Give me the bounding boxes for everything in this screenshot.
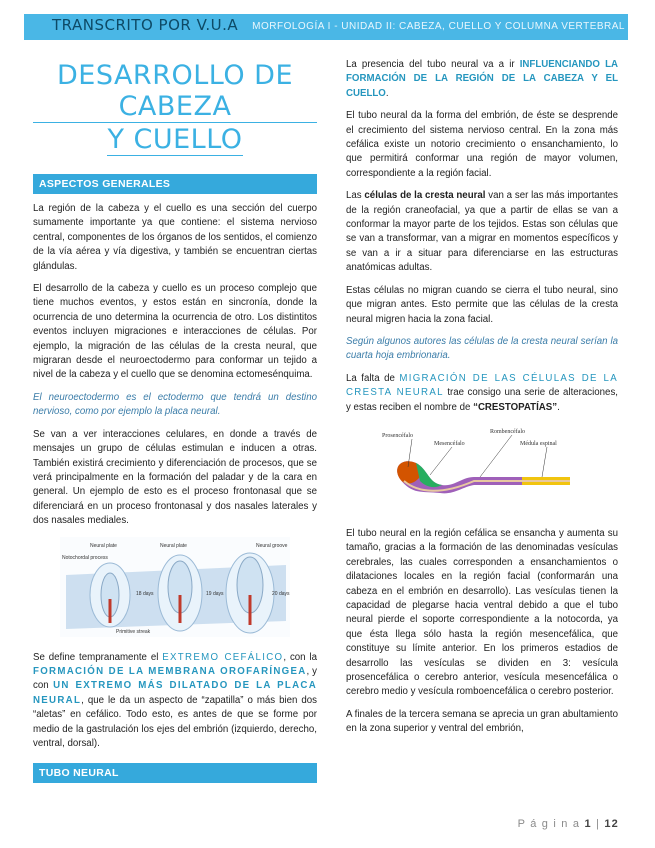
highlight: INFLUENCIANDO LA FORMACIÓN DE LA REGIÓN DE LA CABEZA Y EL CUELLO xyxy=(346,59,618,99)
paragraph: El tubo neural da la forma del embrión, de éste se desprende el crecimiento del sistema nervioso central. En la zona más cefálica existe un notorio crecimiento o ensanchamiento, lo que permitirá conformar una región de mayor volumen, correspondiente a la región facial. xyxy=(346,110,618,179)
paragraph: Se van a ver interacciones celulares, en donde a través de mensajes un grupo de células estimulan e inducen a otras. También existirá crecimiento y diferenciación de procesos, que se verá principalmente en la formación del paladar y de la cara en general. Un ejemplo de esto es el proceso frontonasal que se diferenciará en un proceso frontonasal y dos nasales laterales y dos nasales mediales. xyxy=(33,428,317,527)
fig2-label: Médula espinal xyxy=(520,440,557,447)
brain-vesicles-figure xyxy=(382,423,582,513)
header-course: MORFOLOGÍA I - UNIDAD II: CABEZA, CUELLO Y COLUMNA VERTEBRAL xyxy=(252,21,625,32)
fig1-label: 20 days xyxy=(272,590,290,597)
paragraph xyxy=(346,189,618,275)
paragraph: El tubo neural en la región cefálica se ensancha y aumenta su tamaño, gracias a la formación de las denominadas vesículas cerebrales, las cuales corresponden a ensanchamientos o dilataciones locales en la región facial (conformarán una cabeza en el embrión en desarrollo). Las vesículas tienen la capacidad de plegarse hacia ventral debido a que el tubo neural pierde el soporte correspondiente a la notocorda, ya que ésta llega sólo hasta la región mesencefálica, que constituye su límite anterior. En los primeros estadios de desarrollo las vesículas se dividen en 3: vesícula prosencefálica o cerebro anterior, vesícula mesencefálica o cerebro medio y vesícula romboencefálica o cerebro posterior. xyxy=(346,527,618,698)
fig1-label: Notochordal process xyxy=(62,554,108,561)
paragraph xyxy=(33,651,317,752)
page-footer xyxy=(518,818,619,830)
header-author: TRANSCRITO POR V.U.A xyxy=(52,16,239,34)
text-run: La falta de xyxy=(346,372,400,384)
paragraph: Estas células no migran cuando se cierra el tubo neural, sino que migran antes. Esto permite que las células de la cresta neural migren hacia la zona facial. xyxy=(346,284,618,325)
note-italic: Según algunos autores las células de la cresta neural serían la cuarta hoja embrionaria. xyxy=(346,335,618,362)
text-run: trae consigo una serie de alteraciones, y estas reciben el nombre de xyxy=(346,387,618,413)
paragraph xyxy=(346,58,618,101)
footer-label: P á g i n a xyxy=(517,818,581,830)
fig1-label: 18 days xyxy=(136,590,154,597)
fig1-label: 19 days xyxy=(206,590,224,597)
text-run: , que le da un aspecto de “zapatilla” o más bien dos “aletas” en cefálico. Todo esto, es antes de que se forme por medio de la gastrulación los ejes del embrión (izquierdo, derecho, ventral, dorsal). xyxy=(33,694,317,749)
title-line-1: DESARROLLO DE CABEZA xyxy=(33,60,317,123)
highlight: MIGRACIÓN DE LAS CÉLULAS DE LA CRESTA NEURAL xyxy=(346,372,618,399)
text-run: La presencia del tubo neural va a ir xyxy=(346,59,520,70)
embryo-neural-plate-figure xyxy=(60,537,290,637)
right-column xyxy=(346,58,618,745)
fig1-label: Neural plate xyxy=(90,542,117,549)
text-run: . xyxy=(385,87,389,99)
bold-term: “CRESTOPATÍAS” xyxy=(473,401,558,413)
footer-total: 12 xyxy=(604,818,619,830)
paragraph xyxy=(346,372,618,415)
section-heading-generales: ASPECTOS GENERALES xyxy=(33,174,317,194)
footer-page: 1 xyxy=(584,818,592,830)
footer-separator: | xyxy=(591,818,605,830)
fig2-label: Rombencéfalo xyxy=(490,428,525,435)
highlight: EXTREMO CEFÁLICO xyxy=(162,651,284,663)
section-heading-tubo-neural: TUBO NEURAL xyxy=(33,763,317,783)
fig2-label: Mesencéfalo xyxy=(434,440,465,447)
text-run: , con la xyxy=(283,651,318,663)
text-run: Se define tempranamente el xyxy=(33,651,163,663)
left-column xyxy=(33,58,317,791)
fig1-label: Neural groove xyxy=(256,542,288,549)
text-run: . xyxy=(557,401,560,413)
paragraph: El desarrollo de la cabeza y cuello es un proceso complejo que tiene muchos eventos, y estos están en sincronía, donde la ocurrencia de uno determina la ocurrencia de otro. Los distintitos eventos incluyen migraciones e interacciones de células. Por ejemplo, la migración de las células de la cresta neural, que migraran desde el neuroectodermo para conformar un tejido a nivel de la cabeza y el cuello que se denomina ectomesénquima. xyxy=(33,283,317,381)
fig1-label: Neural plate xyxy=(160,542,187,549)
text-run: van a ser las más importantes de la región craneofacial, ya que a partir de ellas se van a conformar la mayor parte de los tejidos. Estas son células que se van a transformar, van a migrar en momentos específicos y se van a ir a situar para diferenciarse en las estructuras anatómicas adultas. xyxy=(346,190,619,274)
text-run: Las xyxy=(346,190,365,202)
highlight: FORMACIÓN DE LA MEMBRANA OROFARÍNGEA xyxy=(33,665,307,677)
fig2-label: Prosencéfalo xyxy=(382,432,413,439)
paragraph: A finales de la tercera semana se aprecia un gran abultamiento en la zona superior y ventral del embrión, xyxy=(346,708,618,735)
text-run: , y con xyxy=(33,665,317,692)
page-title xyxy=(33,60,317,156)
title-line-2: Y CUELLO xyxy=(107,124,243,155)
highlight: UN EXTREMO MÁS DILATADO DE LA PLACA NEURAL xyxy=(33,680,318,706)
paragraph: La región de la cabeza y el cuello es una sección del cuerpo sumamente importante ya que contiene: el sistema nervioso central, componentes de los órganos de los sentidos, el comienzo de la vía aérea y vía digestiva, y también se encuentran ciertas glándulas. xyxy=(33,203,317,272)
fig1-label: Primitive streak xyxy=(116,628,151,635)
note-italic: El neuroectodermo es el ectodermo que tendrá un destino nervioso, como por ejemplo la placa neural. xyxy=(33,391,317,418)
bold-term: células de la cresta neural xyxy=(364,190,486,202)
